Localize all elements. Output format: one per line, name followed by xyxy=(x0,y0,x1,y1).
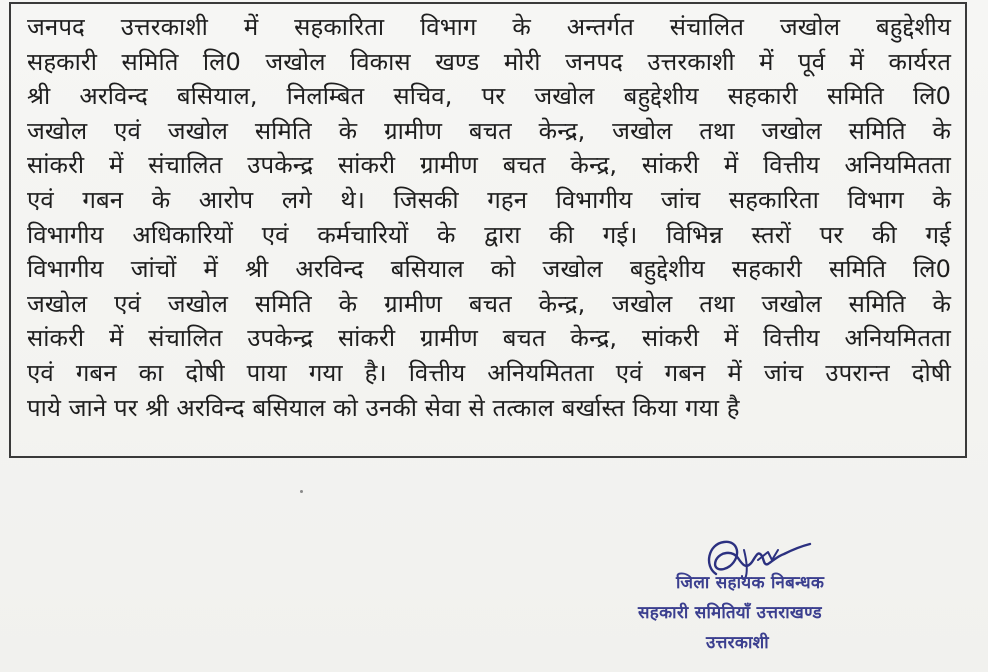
stamp-department: सहकारी समितियाँ उत्तराखण्ड xyxy=(638,603,822,623)
notice-line: विभागीय जांचों में श्री अरविन्द बसियाल को जखोल बहुद्देशीय सहकारी समिति लि0 xyxy=(27,255,951,284)
notice-line: विभागीय अधिकारियों एवं कर्मचारियों के द्वारा की गई। विभिन्न स्तरों पर की गई xyxy=(27,220,951,249)
notice-line: जखोल एवं जखोल समिति के ग्रामीण बचत केन्द्र, जखोल तथा जखोल समिति के xyxy=(27,116,951,145)
notice-line: पाये जाने पर श्री अरविन्द बसियाल को उनकी सेवा से तत्काल बर्खास्त किया गया है xyxy=(27,393,740,422)
notice-line: सहकारी समिति लि0 जखोल विकास खण्ड मोरी जनपद उत्तरकाशी में पूर्व में कार्यरत xyxy=(27,47,951,76)
notice-line: एवं गबन के आरोप लगे थे। जिसकी गहन विभागीय जांच सहकारिता विभाग के xyxy=(27,185,951,214)
notice-line: सांकरी में संचालित उपकेन्द्र सांकरी ग्रामीण बचत केन्द्र, सांकरी में वित्तीय अनियमितता xyxy=(27,151,951,180)
notice-line: श्री अरविन्द बसियाल, निलम्बित सचिव, पर जखोल बहुद्देशीय सहकारी समिति लि0 xyxy=(27,82,951,111)
notice-box xyxy=(9,2,967,458)
notice-line: एवं गबन का दोषी पाया गया है। वित्तीय अनियमितता एवं गबन में जांच उपरान्त दोषी xyxy=(27,358,951,387)
notice-line: जखोल एवं जखोल समिति के ग्रामीण बचत केन्द्र, जखोल तथा जखोल समिति के xyxy=(27,289,951,318)
signature-block xyxy=(620,530,890,670)
notice-line: जनपद उत्तरकाशी में सहकारिता विभाग के अन्तर्गत संचालित जखोल बहुद्देशीय xyxy=(27,13,951,41)
stamp-designation: जिला सहायक निबन्धक xyxy=(676,573,825,593)
stamp-district: उत्तरकाशी xyxy=(706,633,769,653)
paper-speck xyxy=(300,490,303,493)
notice-line: सांकरी में संचालित उपकेन्द्र सांकरी ग्रामीण बचत केन्द्र, सांकरी में वित्तीय अनियमितता xyxy=(27,324,951,353)
